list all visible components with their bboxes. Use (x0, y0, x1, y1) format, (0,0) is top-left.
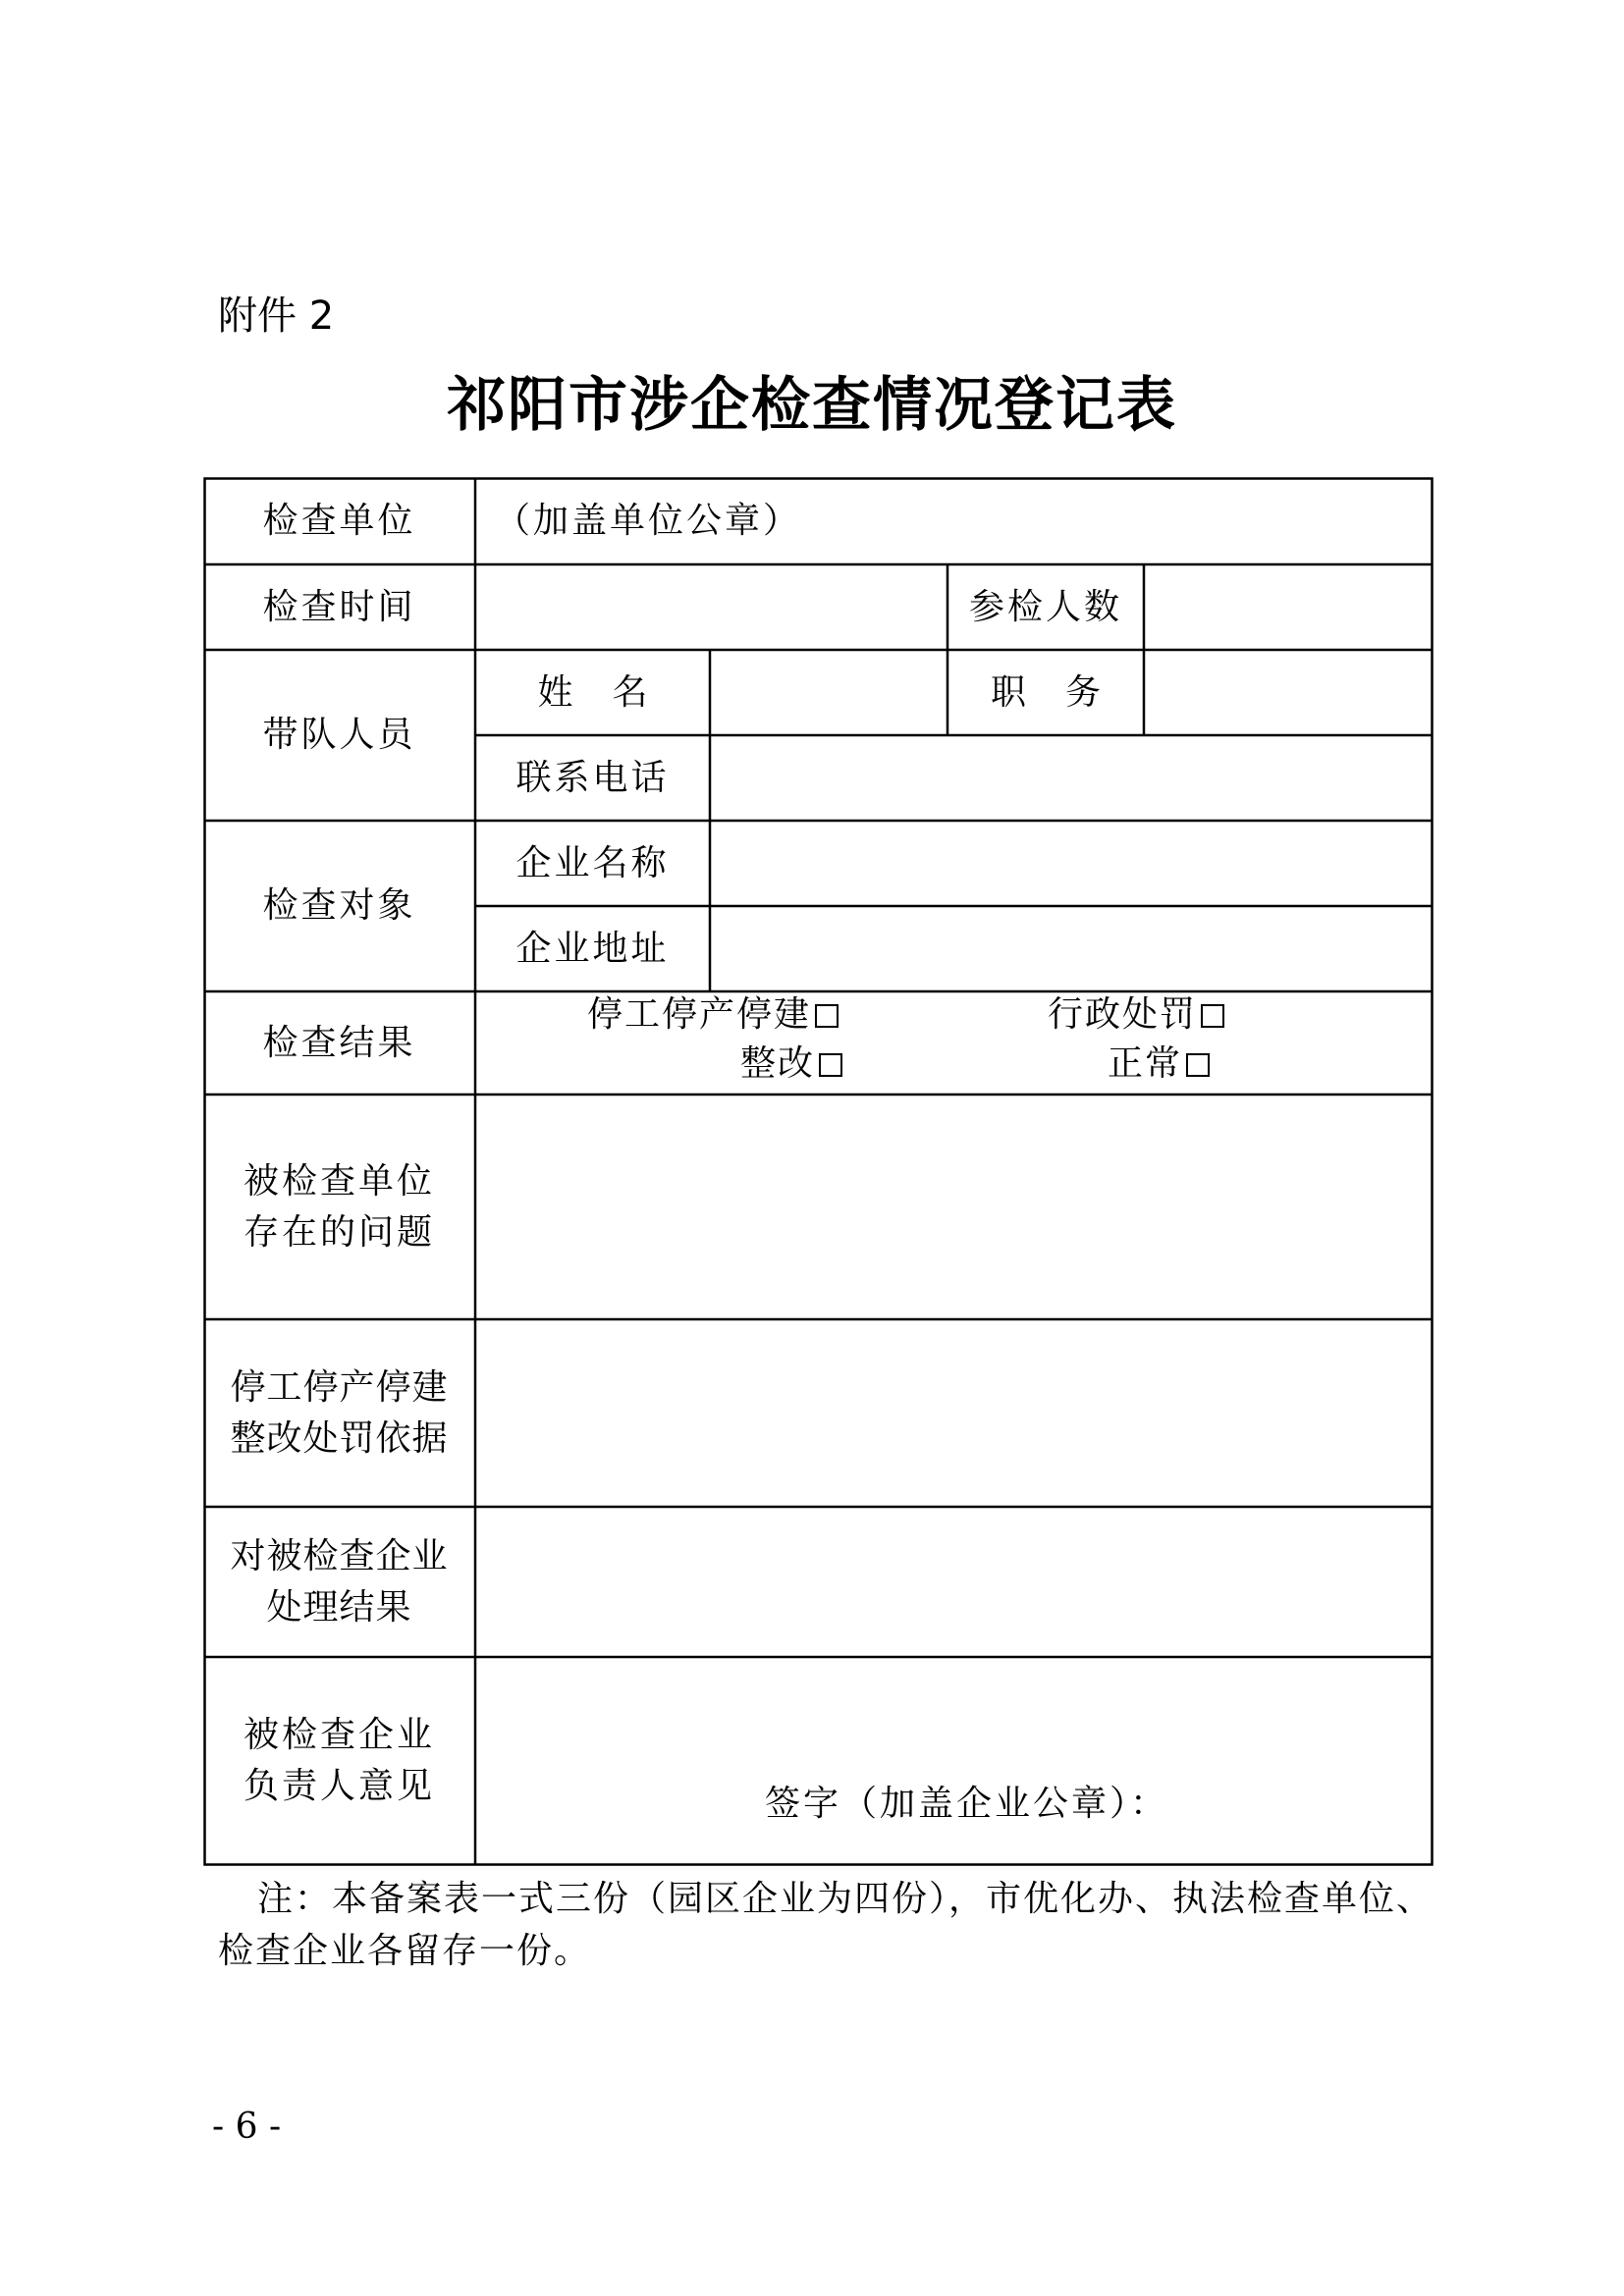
problems-label (203, 1095, 475, 1319)
problems-label-line-2: 存在的问题 (243, 1211, 435, 1253)
checkbox[interactable] (1201, 1004, 1224, 1028)
result-option-penalty[interactable] (1048, 991, 1224, 1039)
handling-label-line-1: 对被检查企业 (230, 1535, 449, 1576)
position-field[interactable] (1144, 650, 1434, 735)
basis-label-line-2: 整改处罚依据 (230, 1417, 449, 1459)
inspect-time-label: 检查时间 (262, 586, 416, 627)
phone-field[interactable] (710, 735, 1434, 821)
signature-label: 签字（加盖企业公章）： (765, 1784, 1169, 1824)
company-name-field[interactable] (710, 821, 1434, 906)
checkbox[interactable] (815, 1004, 839, 1028)
handling-label (203, 1507, 475, 1657)
position-label: 职务 (990, 671, 1140, 713)
problems-field[interactable] (475, 1095, 1434, 1319)
footnote-line-2: 检查企业各留存一份。 (218, 1931, 592, 1971)
name-field[interactable] (710, 650, 947, 735)
inspect-unit-label: 检查单位 (262, 500, 416, 541)
opinion-label (203, 1657, 475, 1864)
inspection-target-label: 检查对象 (262, 885, 416, 926)
form-title: 祁阳市涉企检查情况登记表 (447, 371, 1177, 440)
result-option-label: 行政处罚 (1048, 994, 1198, 1035)
problems-label-line-1: 被检查单位 (243, 1160, 435, 1201)
footnote-line-1: 注：本备案表一式三份（园区企业为四份），市优化办、执法检查单位、 (257, 1879, 1435, 1919)
handling-label-line-2: 处理结果 (266, 1586, 412, 1628)
opinion-label-line-2: 负责人意见 (243, 1765, 435, 1806)
handling-field[interactable] (475, 1507, 1434, 1657)
phone-label: 联系电话 (515, 757, 670, 798)
page-number: - 6 - (212, 2107, 282, 2147)
basis-field[interactable] (475, 1319, 1434, 1507)
basis-label (203, 1319, 475, 1507)
basis-label-line-1: 停工停产停建 (230, 1366, 449, 1408)
participant-count-label: 参检人数 (968, 586, 1122, 627)
result-option-label: 正常 (1108, 1043, 1183, 1084)
company-address-field[interactable] (710, 906, 1434, 991)
name-label: 姓名 (537, 671, 687, 713)
opinion-field[interactable] (475, 1657, 1434, 1864)
inspect-unit-field[interactable]: （加盖单位公章） (495, 500, 802, 541)
footnote (218, 1873, 1435, 1977)
team-leader-label: 带队人员 (262, 715, 416, 755)
participant-count-field[interactable] (1144, 564, 1434, 650)
company-name-label: 企业名称 (515, 842, 670, 883)
result-option-label: 整改 (740, 1043, 816, 1084)
attachment-label: 附件 2 (218, 294, 335, 339)
company-address-label: 企业地址 (515, 928, 670, 969)
registration-form-table (203, 477, 1434, 1866)
result-option-stop-work[interactable] (587, 991, 839, 1039)
checkbox[interactable] (819, 1053, 842, 1077)
checkbox[interactable] (1186, 1053, 1210, 1077)
inspect-time-field[interactable] (475, 564, 947, 650)
result-option-rectify[interactable] (740, 1041, 842, 1088)
result-option-label: 停工停产停建 (587, 994, 812, 1035)
inspection-result-label: 检查结果 (262, 1022, 416, 1063)
opinion-label-line-1: 被检查企业 (243, 1714, 435, 1755)
result-option-normal[interactable] (1108, 1041, 1210, 1088)
